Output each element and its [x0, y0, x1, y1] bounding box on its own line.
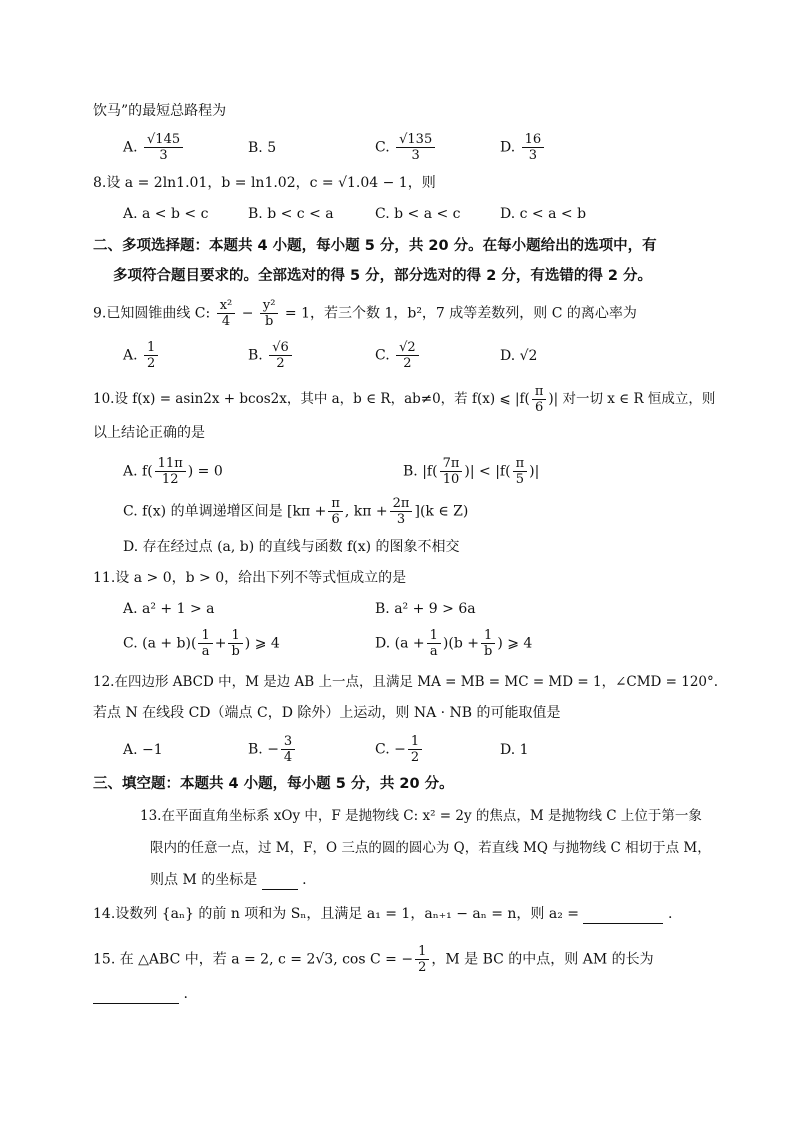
q12-option-c: C. − $\frac{1}{2}$ [375, 734, 424, 765]
q9-option-b: B. $\frac{√6}{2}$ [248, 340, 294, 371]
q8-option-c: C. b < a < c [375, 206, 461, 222]
q12-stem: 12.在四边形 ABCD 中，M 是边 AB 上一点，且满足 MA = MB = MC = MD = 1，∠CMD = 120°. [93, 674, 719, 690]
q11-option-b: B. a² + 9 > 6a [375, 601, 476, 617]
q12-stem-cont: 若点 N 在线段 CD（端点 C，D 除外）上运动，则 NA · NB 的可能取值是 [93, 705, 561, 721]
section3-heading: 三、填空题：本题共 4 小题，每小题 5 分，共 20 分。 [93, 776, 454, 792]
q12-option-a: A. −1 [123, 742, 163, 758]
q10-option-d: D. 存在经过点 (a, b) 的直线与函数 f(x) 的图象不相交 [123, 539, 460, 555]
q13-stem: 13.在平面直角坐标系 xOy 中，F 是抛物线 C: x² = 2y 的焦点，M 是抛物线 C 上位于第一象 [140, 808, 702, 824]
q11-option-c: C. (a + b)( $\frac{1}{a}$ + $\frac{1}{b}$ ) ⩾ 4 [123, 628, 280, 659]
q10-option-b: B. |f( $\frac{7\pi}{10}$ )| < |f( $\frac{\pi}{5}$ )| [403, 456, 540, 487]
q9-option-d: D. √2 [500, 348, 538, 364]
section2-heading-cont: 多项符合题目要求的。全部选对的得 5 分，部分选对的得 2 分，有选错的得 2 分。 [113, 268, 653, 284]
q10-stem: 10.设 f(x) = asin2x + bcos2x，其中 a，b ∈ R，ab≠0，若 f(x) ⩽ |f( $\frac{\pi}{6}$ )| 对一切 x ∈ R 恒成立，则 [93, 384, 716, 415]
q15-stem: 15. 在 △ABC 中，若 a = 2, c = 2√3, cos C = − $\frac{1}{2}$ ，M 是 BC 的中点，则 AM 的长为 [93, 944, 654, 975]
q12-option-b: B. − $\frac{3}{4}$ [248, 734, 297, 765]
q15-answer-line: . [93, 984, 188, 1004]
q13-stem-end: 则点 M 的坐标是 . [150, 872, 307, 888]
q14-stem: 14.设数列 {aₙ} 的前 n 项和为 Sₙ，且满足 a₁ = 1，aₙ₊₁ − aₙ = n，则 a₂ = . [93, 906, 673, 922]
q13-stem-cont: 限内的任意一点，过 M，F，O 三点的圆的圆心为 Q，若直线 MQ 与抛物线 C 相切于点 M， [150, 840, 711, 856]
q7-option-c: C. $\frac{√135}{3}$ [375, 132, 437, 163]
q10-stem-cont: 以上结论正确的是 [93, 425, 205, 441]
q9-stem: 9.已知圆锥曲线 C: $\frac{\text{x²}}{4}$ − $\frac{\text{y²}}{b}$ = 1，若三个数 1，b²，7 成等差数列，则 C 的离心率为 [93, 298, 637, 329]
q14-answer-blank[interactable] [583, 909, 663, 924]
q7-option-d: D. $\frac{16}{3}$ [500, 132, 546, 163]
q8-option-a: A. a < b < c [123, 206, 209, 222]
q10-option-c: C. f(x) 的单调递增区间是 [kπ + $\frac{\pi}{6}$ , kπ + $\frac{2\pi}{3}$ ](k ∈ Z) [123, 496, 469, 527]
q9-option-c: C. $\frac{√2}{2}$ [375, 340, 421, 371]
q8-option-d: D. c < a < b [500, 206, 587, 222]
q11-option-d: D. (a + $\frac{1}{a}$ )(b + $\frac{1}{b}$ ) ⩾ 4 [375, 628, 533, 659]
q11-stem: 11.设 a > 0，b > 0，给出下列不等式恒成立的是 [93, 570, 407, 586]
q9-option-a: A. $\frac{1}{2}$ [123, 340, 160, 371]
section2-heading: 二、多项选择题：本题共 4 小题，每小题 5 分，共 20 分。在每小题给出的选项中，有 [93, 238, 657, 254]
q10-option-a: A. f( $\frac{11\pi}{12}$ ) = 0 [123, 456, 223, 487]
q7-option-a: A. $\frac{√145}{3}$ [123, 132, 185, 163]
q8-option-b: B. b < c < a [248, 206, 334, 222]
q7-option-b: B. 5 [248, 140, 277, 156]
q13-answer-blank[interactable] [262, 875, 298, 890]
q15-answer-blank[interactable] [93, 989, 179, 1004]
q8-stem: 8.设 a = 2ln1.01，b = ln1.02，c = √1.04 − 1，则 [93, 175, 436, 191]
q12-option-d: D. 1 [500, 742, 529, 758]
q11-option-a: A. a² + 1 > a [123, 601, 215, 617]
q7-tail: 饮马”的最短总路程为 [93, 103, 227, 119]
